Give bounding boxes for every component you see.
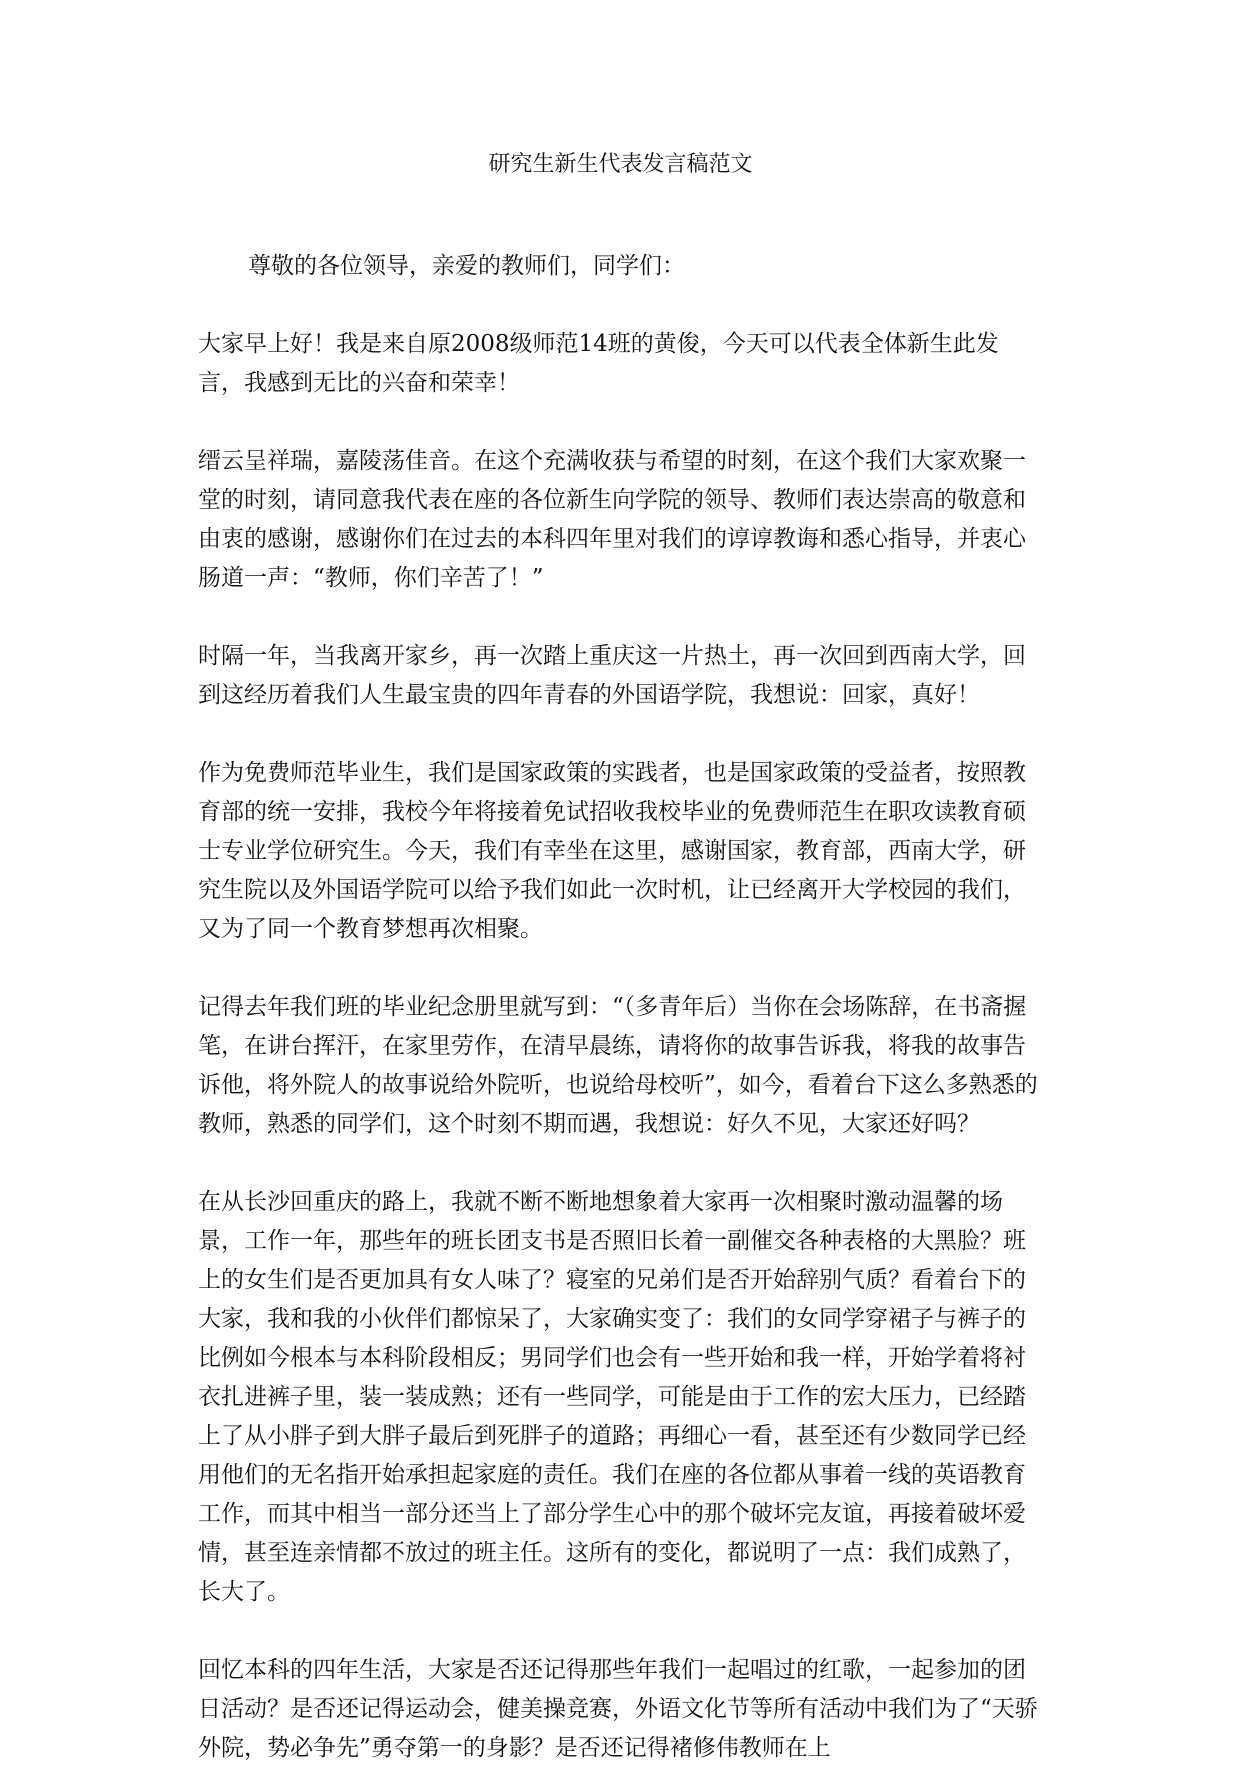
paragraph-greeting: 尊敬的各位领导，亲爱的教师们，同学们： [248, 253, 685, 279]
paragraph: 在从长沙回重庆的路上，我就不断不断地想象着大家再一次相聚时激动温馨的场景，工作一年，那些年的班长团支书是否照旧长着一副催交各种表格的大黑脸？班上的女生们是否更加具有女人味了？寝室的兄弟们是否开始辞别气质？看着台下的大家，我和我的小伙伴们都惊呆了，大家确实变了：我们的女同学穿裙子与裤子的比例如今根本与本科阶段相反；男同学们也会有一些开始和我一样，开始学着将衬衣扎进裤子里，装一装成熟；还有一些同学，可能是由于工作的宏大压力，已经踏上了从小胖子到大胖子最后到死胖子的道路；再细心一看，甚至还有少数同学已经用他们的无名指开始承担起家庭的责任。我们在座的各位都从事着一线的英语教育工作，而其中相当一部分还当上了部分学生心中的那个破坏完友谊，再接着破坏爱情，甚至连亲情都不放过的班主任。这所有的变化，都说明了一点：我们成熟了，长大了。 [198, 1189, 1026, 1605]
paragraph: 缙云呈祥瑞，嘉陵荡佳音。在这个充满收获与希望的时刻，在这个我们大家欢聚一堂的时刻，请同意我代表在座的各位新生向学院的领导、教师们表达崇高的敬意和由衷的感谢，感谢你们在过去的本科四年里对我们的谆谆教诲和悉心指导，并衷心肠道一声：“教师，你们辛苦了！” [198, 448, 1026, 591]
paragraph: 作为免费师范毕业生，我们是国家政策的实践者，也是国家政策的受益者，按照教育部的统一安排，我校今年将接着免试招收我校毕业的免费师范生在职攻读教育硕士专业学位研究生。今天，我们有幸坐在这里，感谢国家，教育部，西南大学，研究生院以及外国语学院可以给予我们如此一次时机，让已经离开大学校园的我们，又为了同一个教育梦想再次相聚。 [198, 760, 1026, 942]
paragraph: 大家早上好！我是来自原2008级师范14班的黄俊，今天可以代表全体新生此发言，我感到无比的兴奋和荣幸！ [198, 331, 999, 396]
document-title: 研究生新生代表发言稿范文 [488, 152, 753, 177]
paragraph: 回忆本科的四年生活，大家是否还记得那些年我们一起唱过的红歌，一起参加的团日活动？是否还记得运动会，健美操竞赛，外语文化节等所有活动中我们为了“天骄外院，势必争先”勇夺第一的身影？是否还记得褚修伟教师在上 [198, 1657, 1038, 1761]
document-body [198, 247, 1043, 1768]
paragraph: 记得去年我们班的毕业纪念册里就写到：“（多青年后）当你在会场陈辞，在书斋握笔，在讲台挥汗，在家里劳作，在清早晨练，请将你的故事告诉我，将我的故事告诉他，将外院人的故事说给外院听，也说给母校听”，如今，看着台下这么多熟悉的教师，熟悉的同学们，这个时刻不期而遇，我想说：好久不见，大家还好吗？ [198, 994, 1038, 1137]
paragraph: 时隔一年，当我离开家乡，再一次踏上重庆这一片热土，再一次回到西南大学，回到这经历着我们人生最宝贵的四年青春的外国语学院，我想说：回家，真好！ [198, 643, 1026, 708]
